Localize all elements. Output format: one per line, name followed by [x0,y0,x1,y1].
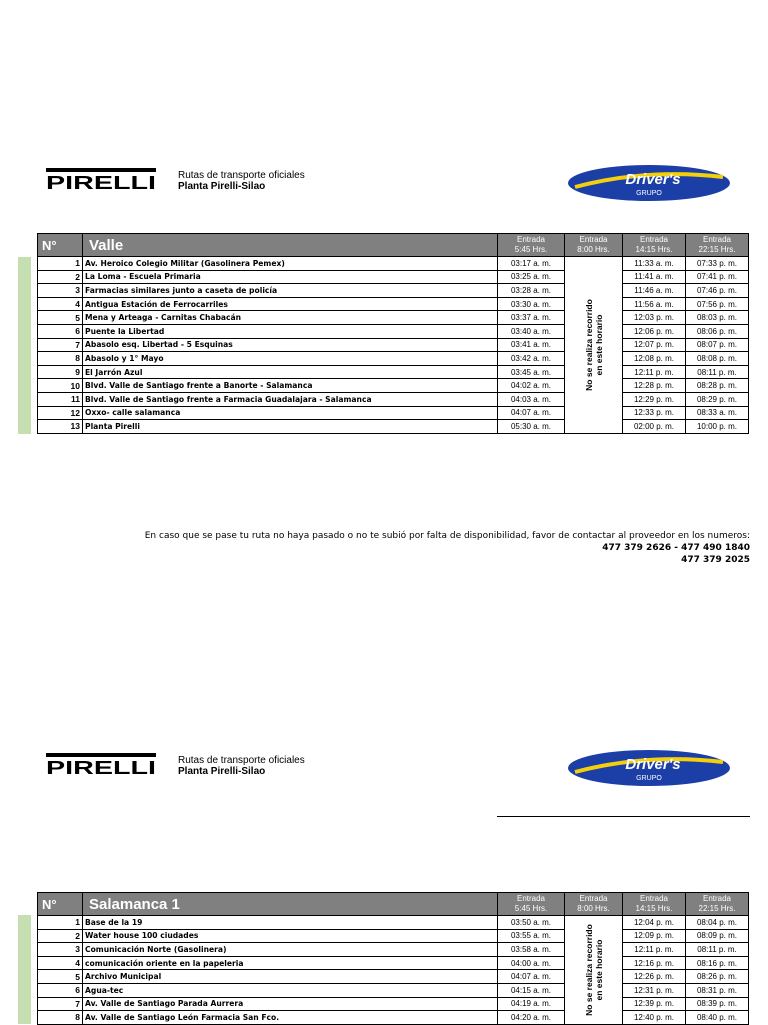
time-0545: 03:28 a. m. [498,284,565,298]
time-1415: 11:33 a. m. [623,257,686,271]
stop-number: 4 [38,956,83,970]
green-bar-2 [18,915,31,1024]
stop-name: Planta Pirelli [83,420,498,434]
table-row [38,929,749,943]
header-title: Rutas de transporte oficiales [178,755,305,766]
stop-name: Blvd. Valle de Santiago frente a Farmacia Guadalajara - Salamanca [83,392,498,406]
time-2215: 07:41 p. m. [686,270,749,284]
time-0545: 03:42 a. m. [498,352,565,366]
stop-name: Archivo Municipal [83,970,498,984]
time-2215: 08:07 p. m. [686,338,749,352]
stop-number: 6 [38,983,83,997]
table-row [38,338,749,352]
time-0545: 05:30 a. m. [498,420,565,434]
time-2215: 08:06 p. m. [686,324,749,338]
col-time: 22:15 Hrs. [698,245,736,254]
stop-number: 9 [38,365,83,379]
table-row [38,284,749,298]
stop-number: 6 [38,324,83,338]
table-row [38,365,749,379]
header-1 [0,168,768,218]
table-row [38,916,749,930]
time-0545: 03:30 a. m. [498,297,565,311]
route-name: Salamanca 1 [83,893,498,916]
time-0545: 04:07 a. m. [498,406,565,420]
route-name: Valle [83,234,498,257]
stop-number: 2 [38,929,83,943]
table-row [38,956,749,970]
time-2215: 08:09 p. m. [686,929,749,943]
no-service-note [565,916,623,1025]
stop-number: 5 [38,311,83,325]
time-1415: 11:41 a. m. [623,270,686,284]
no-service-note [565,257,623,434]
time-0545: 04:19 a. m. [498,997,565,1011]
no-service-note-text [584,924,604,1016]
time-1415: 12:28 p. m. [623,379,686,393]
contact-text: En caso que se pase tu ruta no haya pasado o no te subió por falta de disponibilidad, favor de contactar al proveedor en los numeros: [144,531,750,541]
stop-name: Agua-tec [83,983,498,997]
table-row [38,311,749,325]
contact-phones-2: 477 379 2025 [681,555,750,565]
time-1415: 12:08 p. m. [623,352,686,366]
header-subtitle: Planta Pirelli-Silao [178,766,266,777]
header-title-block [178,170,305,192]
time-0545: 04:02 a. m. [498,379,565,393]
contact-block [145,530,750,566]
time-0545: 03:25 a. m. [498,270,565,284]
note-line: No se realiza recorrido [583,299,594,391]
stop-name: Abasolo y 1° Mayo [83,352,498,366]
stop-name: Antigua Estación de Ferrocarriles [83,297,498,311]
time-0545: 04:03 a. m. [498,392,565,406]
pirelli-logo-text: PIRELLI [46,173,156,190]
time-1415: 12:29 p. m. [623,392,686,406]
time-1415: 12:40 p. m. [623,1011,686,1025]
stop-number: 3 [38,943,83,957]
stop-number: 3 [38,284,83,298]
time-1415: 12:26 p. m. [623,970,686,984]
table-row [38,352,749,366]
time-0545: 03:41 a. m. [498,338,565,352]
stop-name: La Loma - Escuela Primaria [83,270,498,284]
table-row [38,406,749,420]
col-label: Entrada [516,894,546,903]
time-2215: 08:11 p. m. [686,943,749,957]
table-row [38,983,749,997]
col-time: 5:45 Hrs. [514,245,548,254]
col-label: Entrada [702,235,732,244]
stop-number: 4 [38,297,83,311]
header-subtitle: Planta Pirelli-Silao [178,181,266,192]
col-0545-header [498,234,565,257]
col-time: 14:15 Hrs. [635,904,673,913]
stop-number: 8 [38,352,83,366]
table-row [38,297,749,311]
time-1415: 12:09 p. m. [623,929,686,943]
table-row [38,997,749,1011]
col-label: Entrada [516,235,546,244]
stop-name: Oxxo- calle salamanca [83,406,498,420]
table-row [38,379,749,393]
table-row [38,970,749,984]
stop-number: 10 [38,379,83,393]
pirelli-logo-text: PIRELLI [46,758,156,775]
stop-name: Av. Valle de Santiago León Farmacia San Fco. [83,1011,498,1025]
time-2215: 08:08 p. m. [686,352,749,366]
pirelli-logo [46,753,156,775]
time-0545: 04:20 a. m. [498,1011,565,1025]
stop-name: Comunicación Norte (Gasolinera) [83,943,498,957]
time-1415: 11:56 a. m. [623,297,686,311]
time-1415: 11:46 a. m. [623,284,686,298]
table-header-row [38,234,749,257]
col-label: Entrada [579,894,608,903]
stop-number: 2 [38,270,83,284]
table-header-row [38,893,749,916]
time-0545: 03:55 a. m. [498,929,565,943]
col-time: 5:45 Hrs. [514,904,548,913]
stop-number: 7 [38,338,83,352]
table-row [38,420,749,434]
stop-name: Av. Valle de Santiago Parada Aurrera [83,997,498,1011]
stop-name: comunicación oriente en la papeleria [83,956,498,970]
stop-name: Water house 100 ciudades [83,929,498,943]
time-1415: 12:31 p. m. [623,983,686,997]
stop-number: 13 [38,420,83,434]
pirelli-logo [46,168,156,190]
table-row [38,270,749,284]
time-1415: 12:39 p. m. [623,997,686,1011]
time-1415: 12:16 p. m. [623,956,686,970]
route-table-body [38,257,749,434]
col-label: Entrada [639,894,669,903]
time-1415: 12:33 p. m. [623,406,686,420]
green-bar-1 [18,257,31,434]
table-row [38,324,749,338]
time-0545: 03:50 a. m. [498,916,565,930]
time-1415: 12:03 p. m. [623,311,686,325]
col-1415-header [623,234,686,257]
divider-line [497,816,750,817]
contact-phones-1: 477 379 2626 - 477 490 1840 [602,543,750,553]
drivers-logo-sub: GRUPO [636,190,662,197]
time-2215: 10:00 p. m. [686,420,749,434]
time-0545: 03:58 a. m. [498,943,565,957]
stop-number: 1 [38,257,83,271]
time-0545: 04:07 a. m. [498,970,565,984]
time-2215: 08:16 p. m. [686,956,749,970]
time-2215: 08:26 p. m. [686,970,749,984]
col-time: 22:15 Hrs. [698,904,736,913]
header-title: Rutas de transporte oficiales [178,170,305,181]
time-2215: 08:31 p. m. [686,983,749,997]
time-1415: 12:07 p. m. [623,338,686,352]
stop-name: El Jarrón Azul [83,365,498,379]
time-0545: 03:40 a. m. [498,324,565,338]
col-2215-header [686,234,749,257]
stop-number: 1 [38,916,83,930]
time-1415: 12:11 p. m. [623,365,686,379]
time-0545: 04:00 a. m. [498,956,565,970]
time-0545: 03:37 a. m. [498,311,565,325]
table-row [38,392,749,406]
col-0545-header [498,893,565,916]
col-time: 8:00 Hrs. [577,245,610,254]
stop-name: Mena y Arteaga - Carnitas Chabacán [83,311,498,325]
time-1415: 12:11 p. m. [623,943,686,957]
drivers-logo [567,164,731,202]
no-service-note-text [584,299,604,391]
stop-name: Base de la 19 [83,916,498,930]
table-row [38,943,749,957]
stop-name: Farmacias similares junto a caseta de policía [83,284,498,298]
col-time: 14:15 Hrs. [635,245,673,254]
time-2215: 08:40 p. m. [686,1011,749,1025]
col-0800-header [565,234,623,257]
table-row [38,257,749,271]
time-2215: 08:29 p. m. [686,392,749,406]
route-table-salamanca-1 [37,892,749,1025]
stop-name: Av. Heroico Colegio Militar (Gasolinera Pemex) [83,257,498,271]
time-0545: 03:45 a. m. [498,365,565,379]
stop-number: 7 [38,997,83,1011]
col-num-header: N° [38,234,83,257]
stop-name: Abasolo esq. Libertad - 5 Esquinas [83,338,498,352]
time-2215: 07:33 p. m. [686,257,749,271]
time-1415: 02:00 p. m. [623,420,686,434]
col-num-header: N° [38,893,83,916]
stop-number: 12 [38,406,83,420]
stop-name: Blvd. Valle de Santiago frente a Banorte - Salamanca [83,379,498,393]
route-table-valle [37,233,749,434]
time-1415: 12:04 p. m. [623,916,686,930]
time-1415: 12:06 p. m. [623,324,686,338]
table-row [38,1011,749,1025]
stop-name: Puente la Libertad [83,324,498,338]
time-2215: 08:03 p. m. [686,311,749,325]
time-2215: 08:33 a. m. [686,406,749,420]
time-2215: 07:46 p. m. [686,284,749,298]
header-2 [0,753,768,803]
drivers-logo-text: Driver's [625,171,681,188]
time-0545: 04:15 a. m. [498,983,565,997]
stop-number: 8 [38,1011,83,1025]
time-2215: 08:04 p. m. [686,916,749,930]
stop-number: 11 [38,392,83,406]
stop-number: 5 [38,970,83,984]
drivers-logo-text: Driver's [625,756,681,773]
header-title-block [178,755,305,777]
route-table-body [38,916,749,1025]
col-1415-header [623,893,686,916]
note-line: No se realiza recorrido [583,924,594,1016]
time-2215: 08:11 p. m. [686,365,749,379]
col-0800-header [565,893,623,916]
drivers-logo-sub: GRUPO [636,775,662,782]
col-label: Entrada [639,235,669,244]
time-0545: 03:17 a. m. [498,257,565,271]
note-line: en este horario [593,314,604,376]
drivers-logo [567,749,731,787]
time-2215: 07:56 p. m. [686,297,749,311]
time-2215: 08:39 p. m. [686,997,749,1011]
note-line: en este horario [593,939,604,1001]
col-time: 8:00 Hrs. [577,904,610,913]
time-2215: 08:28 p. m. [686,379,749,393]
col-label: Entrada [579,235,608,244]
col-label: Entrada [702,894,732,903]
col-2215-header [686,893,749,916]
